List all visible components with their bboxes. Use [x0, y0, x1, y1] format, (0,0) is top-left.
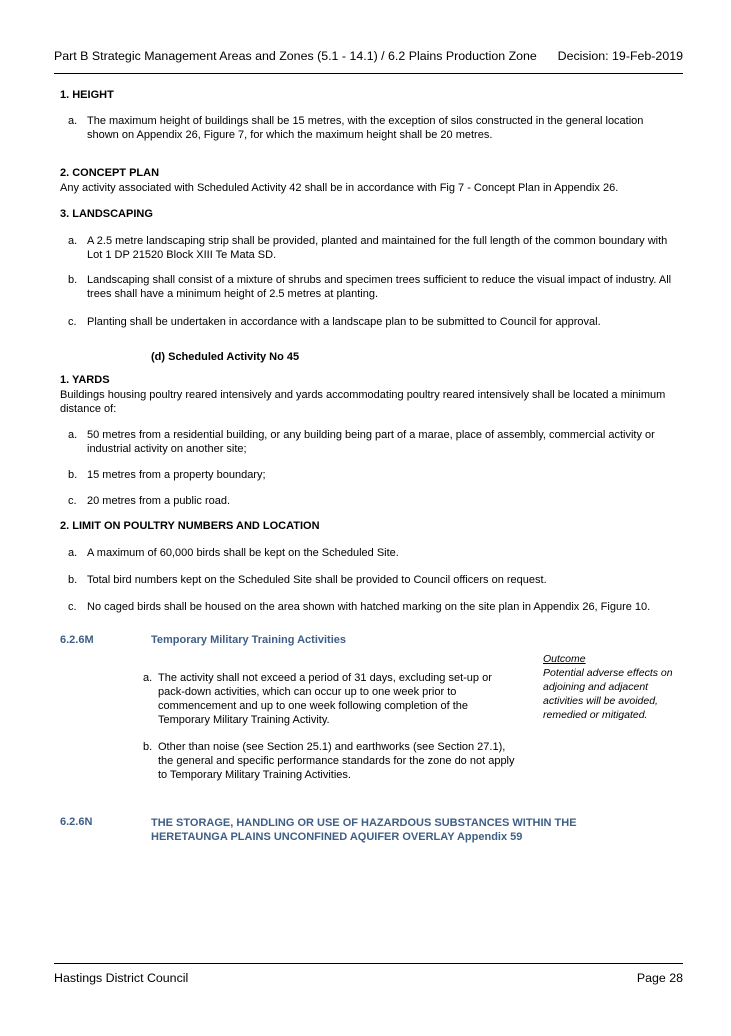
list-text: Landscaping shall consist of a mixture of shrubs and specimen trees sufficient to reduce the visual impact of industry. All trees shall have a minimum height of 2.5 metres at planting. [87, 274, 672, 300]
section-title-military: Temporary Military Training Activities [151, 634, 346, 646]
list-item [68, 114, 678, 142]
yards-intro: Buildings housing poultry reared intensively and yards accommodating poultry reared intensively shall be located a minimum distance of: [60, 389, 666, 415]
list-item [68, 428, 678, 456]
list-marker: b. [68, 469, 78, 481]
poultry-heading: 2. LIMIT ON POULTRY NUMBERS AND LOCATION [60, 520, 320, 532]
list-text: Other than noise (see Section 25.1) and earthworks (see Section 27.1), the general and specific performance standards for the zone do not apply to Temporary Military Training Activities. [158, 741, 515, 781]
page-number: Page 28 [636, 971, 683, 985]
section-number-military: 6.2.6M [60, 634, 94, 646]
list-item [143, 740, 518, 782]
footer-council: Hastings District Council [54, 971, 189, 985]
header-rule [54, 73, 683, 74]
list-item [68, 315, 678, 329]
list-marker: c. [68, 601, 77, 613]
list-marker: a. [68, 429, 78, 441]
list-item [68, 600, 678, 614]
list-item [143, 671, 518, 727]
outcome-sidebar [543, 652, 683, 722]
page-header [54, 49, 683, 63]
list-marker: b. [143, 741, 153, 753]
section-title-hazardous: THE STORAGE, HANDLING OR USE OF HAZARDOUS SUBSTANCES WITHIN THE HERETAUNGA PLAINS UNCONFINED AQUIFER OVERLAY Appendix 59 [151, 817, 577, 843]
list-marker: b. [68, 274, 78, 286]
section-number-hazardous: 6.2.6N [60, 816, 93, 828]
list-text: No caged birds shall be housed on the area shown with hatched marking on the site plan in Appendix 26, Figure 10. [87, 601, 651, 613]
list-item [68, 546, 678, 560]
list-marker: a. [68, 115, 78, 127]
list-marker: c. [68, 316, 77, 328]
list-item [68, 273, 678, 301]
header-title: Part B Strategic Management Areas and Zones (5.1 - 14.1) / 6.2 Plains Production Zone [54, 49, 537, 63]
scheduled-activity-heading: (d) Scheduled Activity No 45 [151, 351, 300, 363]
outcome-title: Outcome [543, 653, 586, 665]
page-footer [54, 971, 683, 985]
landscaping-heading: 3. LANDSCAPING [60, 208, 153, 220]
header-decision-date: Decision: 19-Feb-2019 [557, 49, 683, 63]
list-text: A maximum of 60,000 birds shall be kept on the Scheduled Site. [87, 547, 399, 559]
list-text: Total bird numbers kept on the Scheduled Site shall be provided to Council officers on request. [87, 574, 547, 586]
concept-plan-heading: 2. CONCEPT PLAN [60, 167, 160, 179]
list-text: Planting shall be undertaken in accordance with a landscape plan to be submitted to Council for approval. [87, 316, 601, 328]
concept-plan-text: Any activity associated with Scheduled Activity 42 shall be in accordance with Fig 7 - Concept Plan in Appendix 26. [60, 182, 619, 194]
list-text: 15 metres from a property boundary; [87, 469, 266, 481]
list-text: A 2.5 metre landscaping strip shall be provided, planted and maintained for the full length of the common boundary with Lot 1 DP 21520 Block XIII Te Mata SD. [87, 235, 668, 261]
list-text: The activity shall not exceed a period of 31 days, excluding set-up or pack-down activities, which can occur up to one week prior to commencement and up to one week following completion of the Temporary Military Training Activity. [158, 672, 492, 726]
list-text: The maximum height of buildings shall be 15 metres, with the exception of silos constructed in the general location shown on Appendix 26, Figure 7, for which the maximum height shall be 20 metres. [87, 115, 644, 141]
list-text: 20 metres from a public road. [87, 495, 231, 507]
list-item [68, 494, 678, 508]
list-marker: b. [68, 574, 78, 586]
list-text: 50 metres from a residential building, or any building being part of a marae, place of assembly, commercial activity or industrial activity on another site; [87, 429, 655, 455]
list-marker: c. [68, 495, 77, 507]
footer-rule [54, 963, 683, 964]
outcome-text: Potential adverse effects on adjoining and adjacent activities will be avoided, remedied or mitigated. [543, 667, 673, 721]
height-heading: 1. HEIGHT [60, 89, 114, 101]
list-item [68, 234, 678, 262]
list-marker: a. [68, 547, 78, 559]
list-item [68, 468, 678, 482]
yards-heading: 1. YARDS [60, 374, 110, 386]
list-item [68, 573, 678, 587]
list-marker: a. [68, 235, 78, 247]
list-marker: a. [143, 672, 153, 684]
